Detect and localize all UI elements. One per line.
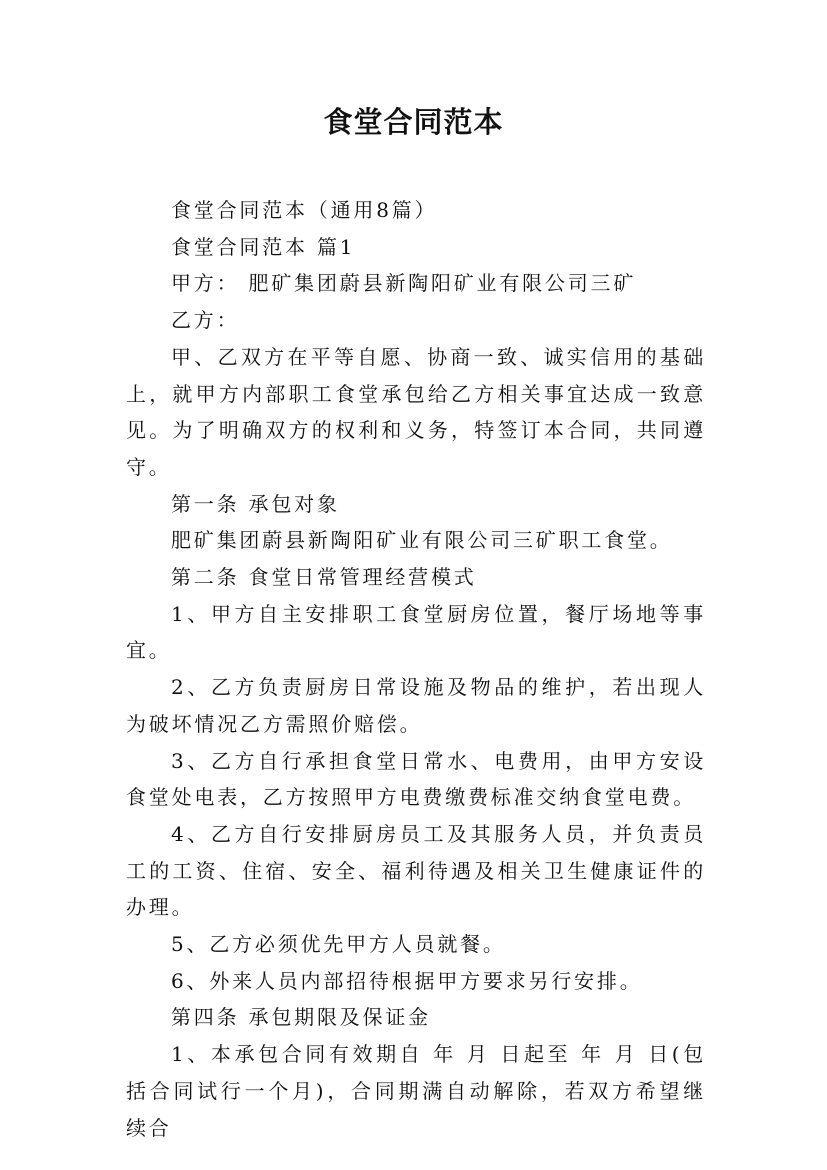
paragraph-clause-2-5: 5、乙方必须优先甲方人员就餐。 (171, 932, 506, 957)
paragraph-article-1-heading: 第一条 承包对象 (171, 491, 340, 516)
paragraph-subtitle: 食堂合同范本（通用8篇） (171, 198, 438, 222)
paragraph-party-a: 甲方： 肥矿集团蔚县新陶阳矿业有限公司三矿 (171, 271, 637, 296)
paragraph-clause-2-6: 6、外来人员内部招待根据甲方要求另行安排。 (171, 968, 643, 993)
paragraph-clause-2-4: 4、乙方自行安排厨房员工及其服务人员，并负责员工的工资、住宿、安全、福利待遇及相关卫生健康证件的办理。 (126, 821, 706, 920)
paragraph-part-heading: 食堂合同范本 篇1 (171, 234, 356, 259)
paragraph-preamble: 甲、乙双方在平等自愿、协商一致、诚实信用的基础上，就甲方内部职工食堂承包给乙方相关事宜达成一致意见。为了明确双方的权利和义务，特签订本合同，共同遵守。 (126, 344, 706, 479)
paragraph-clause-2-2: 2、乙方负责厨房日常设施及物品的维护，若出现人为破坏情况乙方需照价赔偿。 (126, 675, 706, 736)
document-body (126, 192, 706, 1146)
paragraph-clause-2-1: 1、甲方自主安排职工食堂厨房位置，餐厅场地等事宜。 (126, 601, 706, 663)
paragraph-party-b: 乙方： (171, 308, 240, 333)
paragraph-article-1-body: 肥矿集团蔚县新陶阳矿业有限公司三矿职工食堂。 (171, 528, 673, 553)
paragraph-clause-4-1: 1、本承包合同有效期自 年 月 日起至 年 月 日(包括合同试行一个月)，合同期满自动解除，若双方希望继续合 (126, 1042, 706, 1140)
paragraph-clause-2-3: 3、乙方自行承担食堂日常水、电费用，由甲方安设食堂处电表，乙方按照甲方电费缴费标准交纳食堂电费。 (126, 748, 706, 810)
paragraph-article-4-heading: 第四条 承包期限及保证金 (171, 1005, 431, 1030)
document-title: 食堂合同范本 (323, 105, 504, 139)
paragraph-article-2-heading: 第二条 食堂日常管理经营模式 (171, 565, 477, 590)
